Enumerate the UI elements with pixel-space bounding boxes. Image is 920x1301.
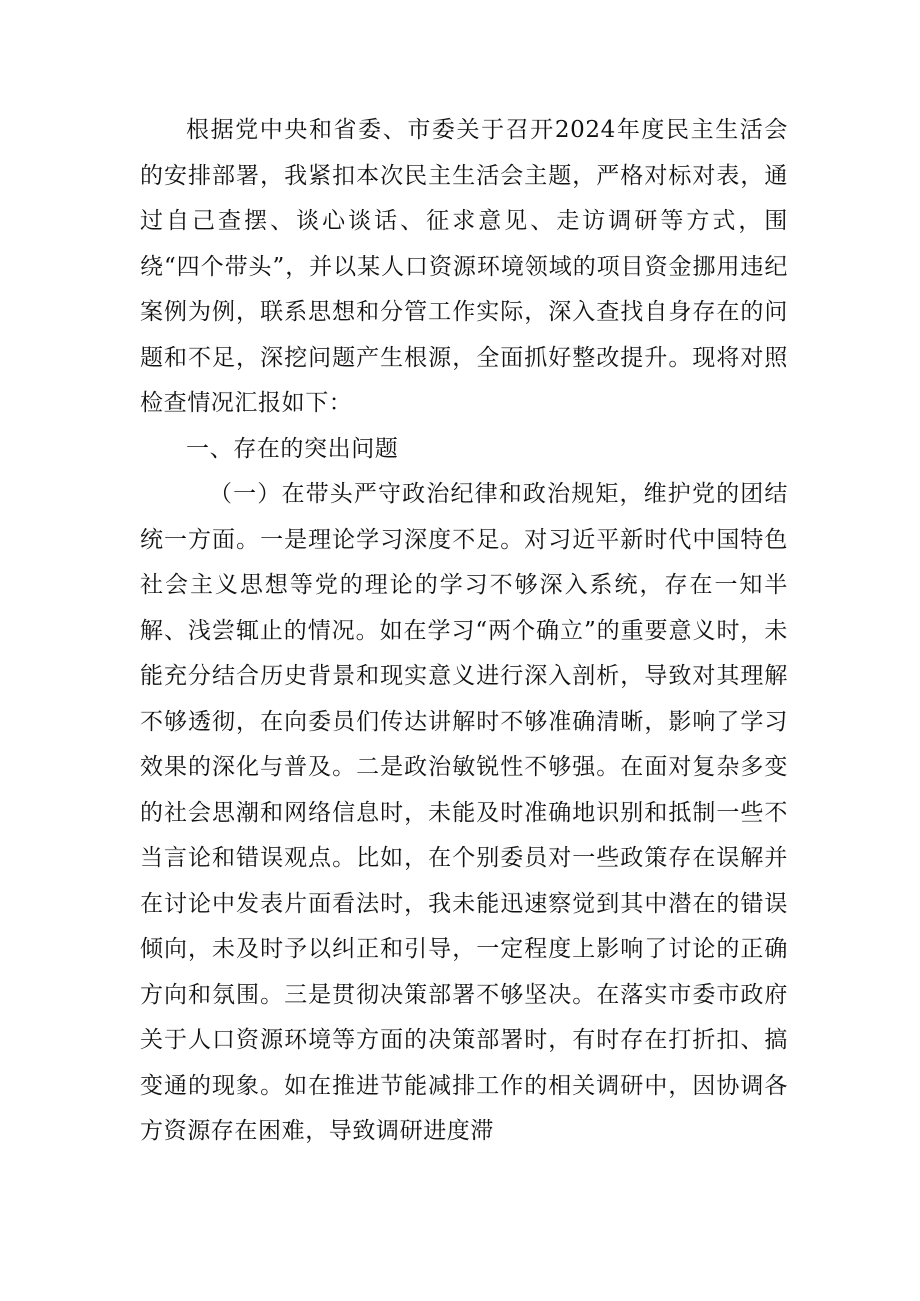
- intro-paragraph: 根据党中央和省委、市委关于召开2024年度民主生活会的安排部署，我紧扣本次民主生活会主题，严格对标对表，通过自己查摆、谈心谈话、征求意见、走访调研等方式，围绕“四个带头”，并以某人口资源环境领域的项目资金挪用违纪案例为例，联系思想和分管工作实际，深入查找自身存在的问题和不足，深挖问题产生根源，全面抓好整改提升。现将对照检查情况汇报如下：: [140, 117, 788, 416]
- subsection-paragraph: （一）在带头严守政治纪律和政治规矩，维护党的团结统一方面。一是理论学习深度不足。对习近平新时代中国特色社会主义思想等党的理论的学习不够深入系统，存在一知半解、浅尝辄止的情况。如在学习“两个确立”的重要意义时，未能充分结合历史背景和现实意义进行深入剖析，导致对其理解不够透彻，在向委员们传达讲解时不够准确清晰，影响了学习效果的深化与普及。二是政治敏锐性不够强。在面对复杂多变的社会思潮和网络信息时，未能及时准确地识别和抵制一些不当言论和错误观点。比如，在个别委员对一些政策存在误解并在讨论中发表片面看法时，我未能迅速察觉到其中潜在的错误倾向，未及时予以纠正和引导，一定程度上影响了讨论的正确方向和氛围。三是贯彻决策部署不够坚决。在落实市委市政府关于人口资源环境等方面的决策部署时，有时存在打折扣、搞变通的现象。如在推进节能减排工作的相关调研中，因协调各方资源存在困难，导致调研进度滞: [140, 481, 788, 1144]
- document-body: [140, 108, 788, 1155]
- section-heading: 一、存在的突出问题: [186, 435, 399, 462]
